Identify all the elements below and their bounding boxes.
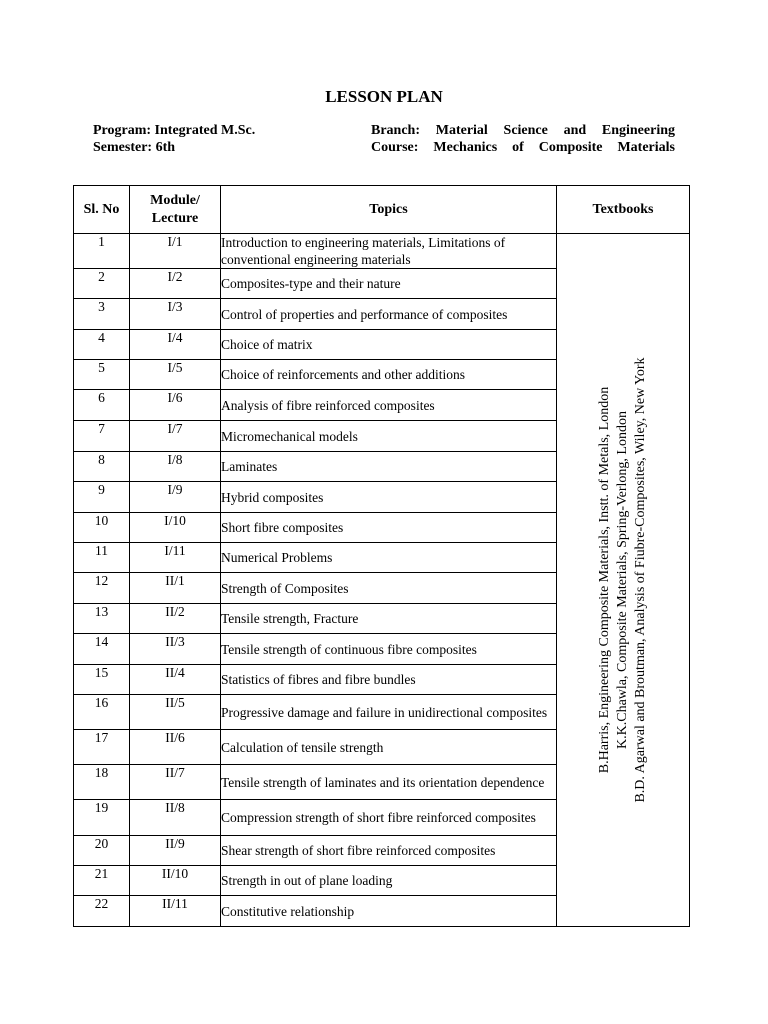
branch-label: Branch: Material Science and Engineering xyxy=(371,123,675,138)
textbook-entry: K.K.Chawla, Composite Materials, Spring-Verlong, London xyxy=(615,411,630,749)
module-cell: I/7 xyxy=(130,421,221,452)
topic-cell: Calculation of tensile strength xyxy=(221,730,557,765)
course-info xyxy=(371,122,675,156)
topic-cell: Laminates xyxy=(221,452,557,482)
topic-cell: Compression strength of short fibre reinforced composites xyxy=(221,800,557,836)
sl-no-cell: 16 xyxy=(74,695,130,730)
sl-no-cell: 20 xyxy=(74,836,130,866)
program-info xyxy=(93,122,255,156)
module-cell: II/4 xyxy=(130,665,221,695)
topic-cell: Statistics of fibres and fibre bundles xyxy=(221,665,557,695)
topic-cell: Short fibre composites xyxy=(221,513,557,543)
topic-cell: Tensile strength of continuous fibre composites xyxy=(221,634,557,665)
module-cell: II/3 xyxy=(130,634,221,665)
module-cell: II/11 xyxy=(130,896,221,927)
topic-cell: Choice of matrix xyxy=(221,330,557,360)
sl-no-cell: 9 xyxy=(74,482,130,513)
topic-cell: Choice of reinforcements and other additions xyxy=(221,360,557,390)
module-cell: II/1 xyxy=(130,573,221,604)
module-cell: II/6 xyxy=(130,730,221,765)
topic-cell: Tensile strength, Fracture xyxy=(221,604,557,634)
header-textbooks: Textbooks xyxy=(557,186,690,234)
semester-label: Semester: 6th xyxy=(93,140,176,155)
table-header-row xyxy=(74,186,690,234)
module-cell: I/6 xyxy=(130,390,221,421)
module-cell: II/5 xyxy=(130,695,221,730)
sl-no-cell: 6 xyxy=(74,390,130,421)
table-body xyxy=(74,234,690,927)
header-topics: Topics xyxy=(221,186,557,234)
sl-no-cell: 14 xyxy=(74,634,130,665)
topic-cell: Micromechanical models xyxy=(221,421,557,452)
sl-no-cell: 4 xyxy=(74,330,130,360)
sl-no-cell: 22 xyxy=(74,896,130,927)
textbook-entry: B.D. Agarwal and Broutman, Analysis of Fiubre-Composites, Wiley, New York xyxy=(633,357,648,803)
textbooks-list xyxy=(596,357,650,802)
module-cell: I/4 xyxy=(130,330,221,360)
sl-no-cell: 1 xyxy=(74,234,130,269)
module-cell: II/8 xyxy=(130,800,221,836)
topic-cell: Tensile strength of laminates and its orientation dependence xyxy=(221,765,557,800)
module-cell: II/10 xyxy=(130,866,221,896)
page-title: LESSON PLAN xyxy=(325,87,443,106)
topic-cell: Numerical Problems xyxy=(221,543,557,573)
sl-no-cell: 13 xyxy=(74,604,130,634)
sl-no-cell: 8 xyxy=(74,452,130,482)
topic-cell: Shear strength of short fibre reinforced composites xyxy=(221,836,557,866)
sl-no-cell: 3 xyxy=(74,299,130,330)
module-cell: I/1 xyxy=(130,234,221,269)
sl-no-cell: 11 xyxy=(74,543,130,573)
lesson-plan-table xyxy=(73,185,690,927)
sl-no-cell: 5 xyxy=(74,360,130,390)
topic-cell: Hybrid composites xyxy=(221,482,557,513)
module-cell: I/5 xyxy=(130,360,221,390)
module-cell: II/9 xyxy=(130,836,221,866)
sl-no-cell: 18 xyxy=(74,765,130,800)
module-cell: I/11 xyxy=(130,543,221,573)
sl-no-cell: 2 xyxy=(74,269,130,299)
topic-cell: Analysis of fibre reinforced composites xyxy=(221,390,557,421)
module-cell: II/2 xyxy=(130,604,221,634)
program-label: Program: Integrated M.Sc. xyxy=(93,123,256,138)
sl-no-cell: 7 xyxy=(74,421,130,452)
header-module-lecture xyxy=(130,186,221,234)
module-cell: I/8 xyxy=(130,452,221,482)
course-label: Course: Mechanics of Composite Materials xyxy=(371,140,675,155)
textbook-entry: B.Harris, Engineering Composite Materials, Instt. of Metals, London xyxy=(597,386,612,774)
topic-cell: Introduction to engineering materials, Limitations of conventional engineering materials xyxy=(221,234,557,269)
topic-cell: Composites-type and their nature xyxy=(221,269,557,299)
module-cell: II/7 xyxy=(130,765,221,800)
sl-no-cell: 12 xyxy=(74,573,130,604)
header-module-line1: Module/ xyxy=(150,192,200,208)
sl-no-cell: 15 xyxy=(74,665,130,695)
topic-cell: Control of properties and performance of composites xyxy=(221,299,557,330)
topic-cell: Progressive damage and failure in unidirectional composites xyxy=(221,695,557,730)
header-sl-no: Sl. No xyxy=(74,186,130,234)
module-cell: I/9 xyxy=(130,482,221,513)
sl-no-cell: 10 xyxy=(74,513,130,543)
topic-cell: Strength in out of plane loading xyxy=(221,866,557,896)
textbooks-cell xyxy=(557,234,690,927)
sl-no-cell: 21 xyxy=(74,866,130,896)
topic-cell: Constitutive relationship xyxy=(221,896,557,927)
header-module-line2: Lecture xyxy=(151,210,199,226)
module-cell: I/10 xyxy=(130,513,221,543)
topic-cell: Strength of Composites xyxy=(221,573,557,604)
table-row xyxy=(74,234,690,269)
module-cell: I/3 xyxy=(130,299,221,330)
sl-no-cell: 17 xyxy=(74,730,130,765)
sl-no-cell: 19 xyxy=(74,800,130,836)
module-cell: I/2 xyxy=(130,269,221,299)
